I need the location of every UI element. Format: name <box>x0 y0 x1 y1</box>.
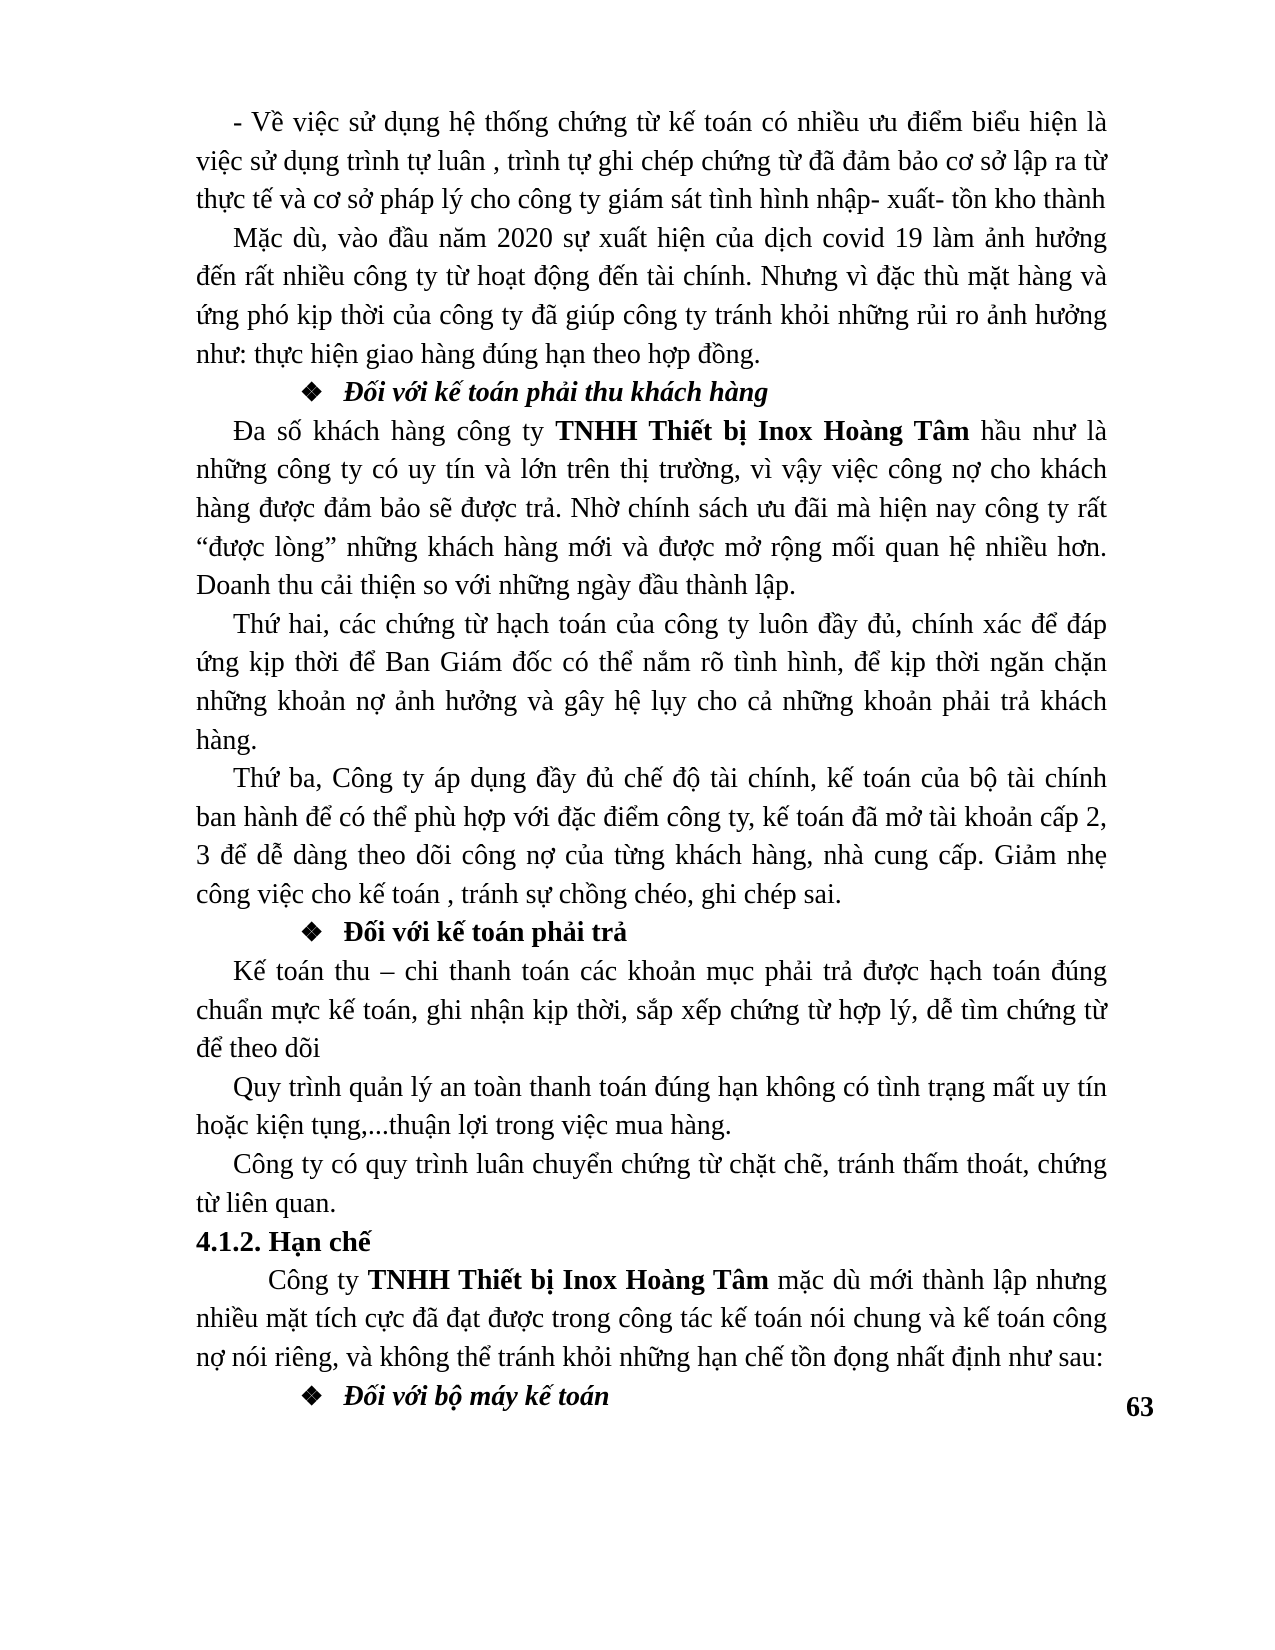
paragraph-limitations-company-name: TNHH Thiết bị Inox Hoàng Tâm <box>367 1264 769 1296</box>
paragraph-voucher-system: - Về việc sử dụng hệ thống chứng từ kế toán có nhiều ưu điểm biểu hiện là việc sử dụng trình tự luân , trình tự ghi chép chứng từ đã đảm bảo cơ sở lập ra từ thực tế và cơ sở pháp lý cho công ty giám sát tình hình nhập- xuất- tồn kho thành <box>196 107 1107 216</box>
paragraph-covid-impact: Mặc dù, vào đầu năm 2020 sự xuất hiện của dịch covid 19 làm ảnh hưởng đến rất nhiều công ty từ hoạt động đến tài chính. Nhưng vì đặc thù mặt hàng và ứng phó kịp thời của công ty đã giúp công ty tránh khỏi những rủi ro ảnh hưởng như: thực hiện giao hàng đúng hạn theo hợp đồng. <box>196 222 1107 370</box>
diamond-bullet-icon: ❖ <box>300 918 324 948</box>
page-number: 63 <box>1126 1392 1154 1423</box>
subheading-accounting-apparatus-label: Đối với bộ máy kế toán <box>343 1380 610 1412</box>
paragraph-third-point: Thứ ba, Công ty áp dụng đầy đủ chế độ tài chính, kế toán của bộ tài chính ban hành để có thể phù hợp với đặc điểm công ty, kế toán đã mở tài khoản cấp 2, 3 để dễ dàng theo dõi công nợ của từng khách hàng, nhà cung cấp. Giảm nhẹ công việc cho kế toán , tránh sự chồng chéo, ghi chép sai. <box>196 763 1107 910</box>
subheading-payables <box>196 914 1107 953</box>
section-heading-limitations: 4.1.2. Hạn chế <box>196 1226 371 1259</box>
paragraph-customers <box>196 413 1107 606</box>
document-body <box>196 104 1107 1416</box>
subheading-receivables-label: Đối với kế toán phải thu khách hàng <box>343 377 769 409</box>
paragraph-limitations-run-3: mặc dù mới thành lập nhưng nhiều mặt tích cực đã đạt được trong công tác kế toán nói chung và kế toán công nợ nói riêng, và không thể tránh khỏi những hạn chế tồn đọng nhất định như sau: <box>196 1264 1107 1373</box>
paragraph-payment-accounting: Kế toán thu – chi thanh toán các khoản mục phải trả được hạch toán đúng chuẩn mực kế toán, ghi nhận kịp thời, sắp xếp chứng từ hợp lý, dễ tìm chứng từ để theo dõi <box>196 956 1107 1065</box>
diamond-bullet-icon: ❖ <box>300 1381 324 1411</box>
paragraph-payment-process: Quy trình quản lý an toàn thanh toán đúng hạn không có tình trạng mất uy tín hoặc kiện tụng,...thuận lợi trong việc mua hàng. <box>196 1071 1107 1142</box>
subheading-receivables <box>196 374 1107 413</box>
paragraph-limitations-intro <box>196 1262 1107 1378</box>
subheading-accounting-apparatus <box>196 1378 1107 1417</box>
paragraph-second-point: Thứ hai, các chứng từ hạch toán của công ty luôn đầy đủ, chính xác để đáp ứng kịp thời để Ban Giám đốc có thể nắm rõ tình hình, để kịp thời ngăn chặn những khoản nợ ảnh hưởng và gây hệ lụy cho cả những khoản phải trả khách hàng. <box>196 608 1107 756</box>
paragraph-customers-run-1: Đa số khách hàng công ty <box>233 415 556 447</box>
paragraph-limitations-run-1: Công ty <box>268 1264 368 1296</box>
paragraph-customers-run-3: hầu như là những công ty có uy tín và lớn trên thị trường, vì vậy việc công nợ cho khách hàng được đảm bảo sẽ được trả. Nhờ chính sách ưu đãi mà hiện nay công ty rất “được lòng” những khách hàng mới và được mở rộng mối quan hệ nhiều hơn. Doanh thu cải thiện so với những ngày đầu thành lập. <box>196 415 1107 602</box>
paragraph-voucher-rotation: Công ty có quy trình luân chuyển chứng từ chặt chẽ, tránh thấm thoát, chứng từ liên quan. <box>196 1149 1107 1219</box>
subheading-payables-label: Đối với kế toán phải trả <box>343 917 628 949</box>
diamond-bullet-icon: ❖ <box>300 378 324 408</box>
paragraph-customers-company-name: TNHH Thiết bị Inox Hoàng Tâm <box>555 415 970 447</box>
